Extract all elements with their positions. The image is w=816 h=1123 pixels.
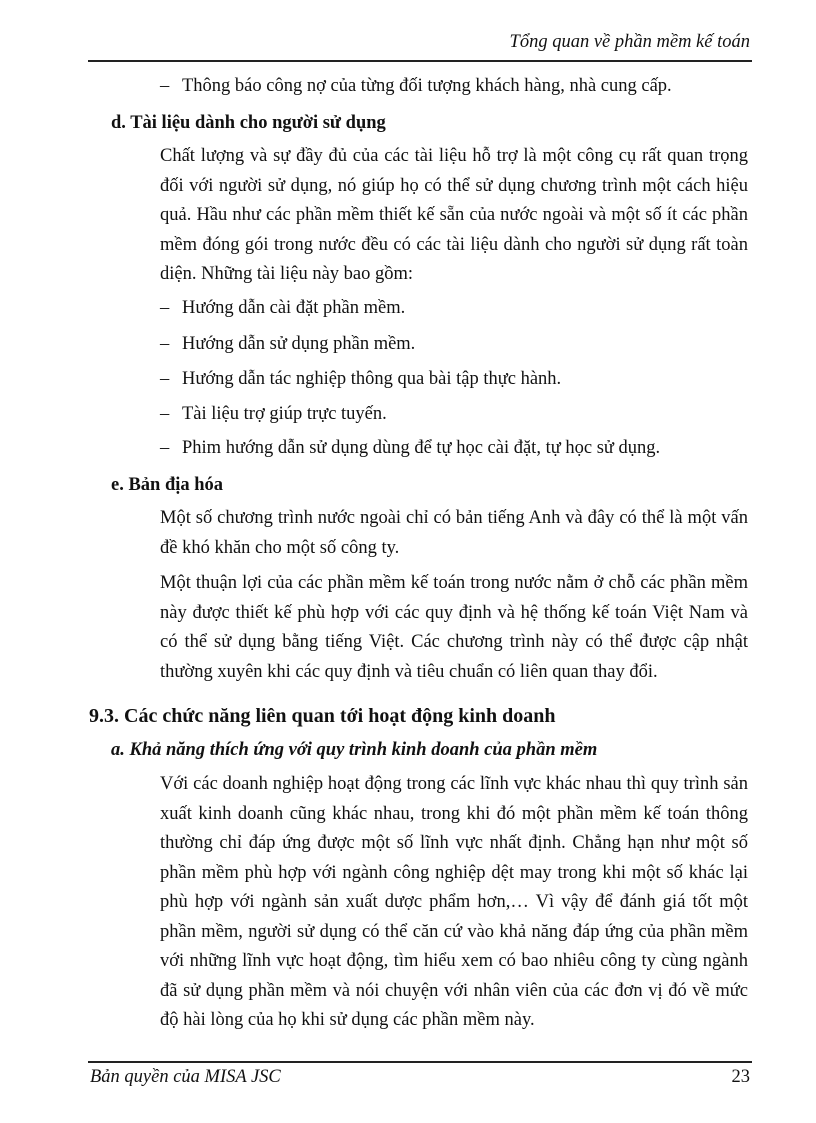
header-title: Tổng quan về phần mềm kế toán <box>509 32 750 52</box>
section-e-paragraph-1: Một số chương trình nước ngoài chỉ có bản tiếng Anh và đây có thể là một vấn đề khó khăn cho một số công ty. <box>160 508 748 558</box>
section-e-heading: e. Bản địa hóa <box>111 475 224 495</box>
list-item-text: Hướng dẫn sử dụng phần mềm. <box>182 334 416 354</box>
list-item-text: Phim hướng dẫn sử dụng dùng để tự học cài đặt, tự học sử dụng. <box>182 438 661 458</box>
bullet-dash: – <box>160 404 170 424</box>
section-9-3-heading: 9.3. Các chức năng liên quan tới hoạt động kinh doanh <box>89 705 556 727</box>
list-item-text: Hướng dẫn tác nghiệp thông qua bài tập thực hành. <box>182 369 562 389</box>
list-item-text: Thông báo công nợ của từng đối tượng khách hàng, nhà cung cấp. <box>182 76 672 96</box>
section-d-heading: d. Tài liệu dành cho người sử dụng <box>111 113 386 133</box>
bullet-dash: – <box>160 438 170 458</box>
list-item-text: Tài liệu trợ giúp trực tuyến. <box>182 404 387 424</box>
bullet-dash: – <box>160 334 170 354</box>
bullet-dash: – <box>160 76 170 96</box>
section-9-3a-heading: a. Khả năng thích ứng với quy trình kinh doanh của phần mềm <box>111 740 598 760</box>
page-footer <box>88 1061 752 1103</box>
section-9-3a-paragraph: Với các doanh nghiệp hoạt động trong các lĩnh vực khác nhau thì quy trình sản xuất kinh doanh cũng khác nhau, trong khi đó một phần mềm kế toán thông thường chỉ đáp ứng được một số lĩnh vực nhất định. Chẳng hạn như một số phần mềm phù hợp với ngành công nghiệp dệt may trong khi một số khác lại phù hợp với ngành sản xuất dược phẩm hơn,… Vì vậy để đánh giá tốt một phần mềm, người sử dụng có thể căn cứ vào khả năng đáp ứng của phần mềm với những lĩnh vực hoạt động, tìm hiểu xem có bao nhiêu công ty cùng ngành đã sử dụng phần mềm và nói chuyện với nhân viên của các đơn vị đó về mức độ hài lòng của họ khi sử dụng các phần mềm này. <box>160 774 748 1030</box>
bullet-dash: – <box>160 298 170 318</box>
page-number: 23 <box>731 1067 750 1087</box>
list-item-text: Hướng dẫn cài đặt phần mềm. <box>182 298 406 318</box>
footer-copyright: Bản quyền của MISA JSC <box>90 1067 281 1087</box>
bullet-dash: – <box>160 369 170 389</box>
section-e-paragraph-2: Một thuận lợi của các phần mềm kế toán trong nước nằm ở chỗ các phần mềm này được thiết kế phù hợp với các quy định và hệ thống kế toán Việt Nam và có thể sử dụng bằng tiếng Việt. Các chương trình này có thể được cập nhật thường xuyên khi các quy định và tiêu chuẩn có liên quan thay đổi. <box>160 573 748 682</box>
section-d-paragraph: Chất lượng và sự đầy đủ của các tài liệu hỗ trợ là một công cụ rất quan trọng đối với người sử dụng, nó giúp họ có thể sử dụng chương trình một cách hiệu quả. Hầu như các phần mềm thiết kế sẵn của nước ngoài và một số ít các phần mềm đóng gói trong nước đều có các tài liệu dành cho người sử dụng rất toàn diện. Những tài liệu này bao gồm: <box>160 146 748 284</box>
page-header <box>88 28 752 62</box>
